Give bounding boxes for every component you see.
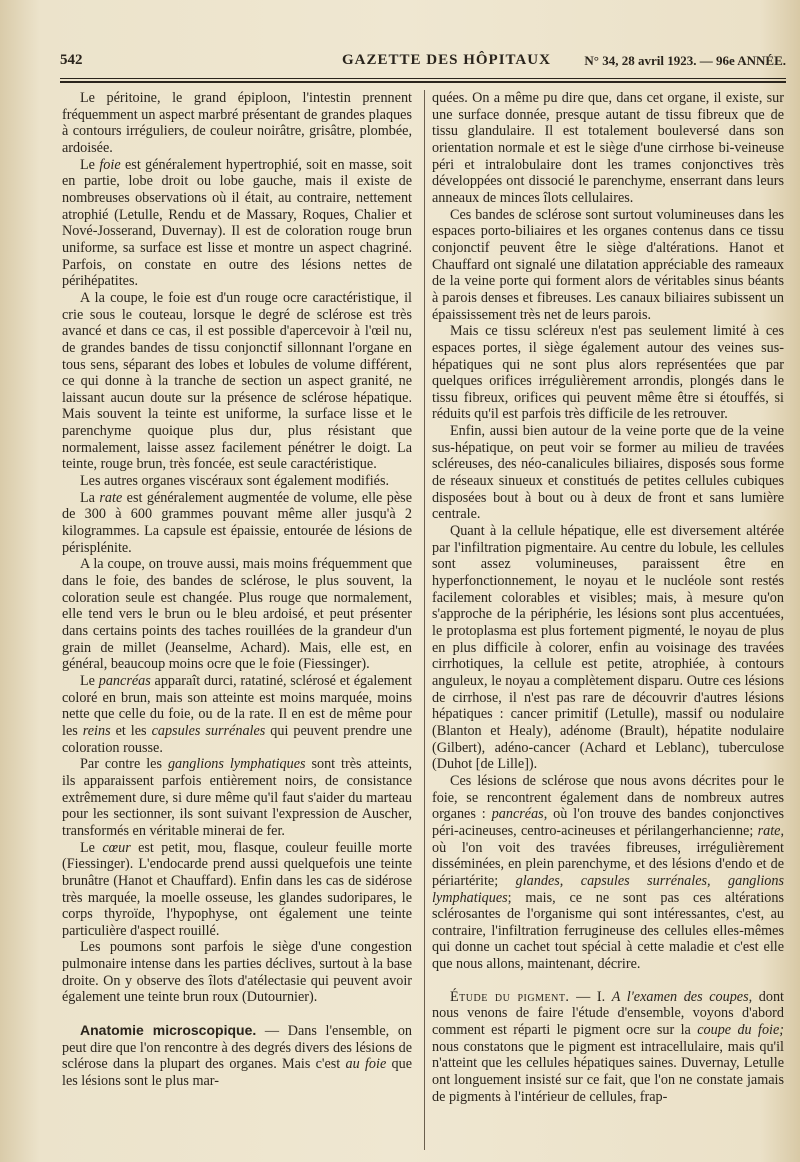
paragraph: A la coupe, on trouve aussi, mais moins fréquemment que dans le foie, des bandes de sclérose, le plus souvent, la coloration seule est changée. Plus rouge que normalement, elle tend vers le brun ou le bleu ardoisé, et peut présenter dans certains points des taches rouillées de la grandeur d'un grain de millet (Jeanselme, Achard). Mais, elle est, en général, beaucoup moins ocre que le foie (Fiessinger). — [62, 556, 412, 673]
paragraph: Ces bandes de sclérose sont surtout volumineuses dans les espaces porto-biliaires et les organes contenus dans ce tissu conjonctif peuvent être le siège d'altérations. Hanot et Chauffard ont signalé une dilatation appréciable des rameaux de la veine porte qui forment alors de véritables sinus béants à parois denses et fibreuses. Les canaux biliaires subissent un épaississement très net de leurs parois. — [432, 206, 784, 323]
section-heading: Anatomie microscopique. — [80, 1022, 257, 1039]
paragraph: Ces lésions de sclérose que nous avons décrites pour le foie, se rencontrent également dans de nombreux autres organes : pancréas, où l'on trouve des bandes conjonctives péri-acineuses, centro-acineuses et périlangerhancienne; rate, où l'on voit des travées fibreuses, irrégulièrement disséminées, en plein parenchyme, et des lésions d'endo et de périartérite; glandes, capsules surrénales, ganglions lymphatiques; mais, ce ne sont pas ces altérations sclérosantes de l'organisme qui sont intéressantes, c'est, au contraire, l'infiltration ferrugineuse des cellules elles-mêmes qui donne un cachet tout spécial à cette maladie et c'est elle que nous allons, maintenant, décrire. — [432, 772, 784, 973]
right-column — [432, 90, 784, 1150]
paragraph: Étude du pigment. — I. A l'examen des coupes, dont nous venons de faire l'étude d'ensemble, voyons d'abord comment est réparti le pigment ocre sur la coupe du foie; nous constatons que le pigment est intracellulaire, mais qu'il n'atteint que les cellules hépatiques saines. Duvernay, Letulle ont longuement insisté sur ce fait, que l'on ne constate jamais de pigments à l'intérieur de cellules, frap- — [432, 988, 784, 1105]
header-rule-thick — [60, 81, 786, 83]
organ-term: cœur — [102, 839, 131, 856]
column-divider — [424, 90, 425, 1150]
paragraph: Anatomie microscopique. — Dans l'ensemble, on peut dire que l'on rencontre à des degrés divers des lésions de sclérose dans la plupart des organes. Mais c'est au foie que les lésions sont le plus mar- — [62, 1022, 412, 1090]
issue-info: N° 34, 28 avril 1923. — 96e ANNÉE. — [584, 53, 786, 68]
paragraph: Le cœur est petit, mou, flasque, couleur feuille morte (Fiessinger). L'endocarde prend aussi quelquefois une teinte brunâtre (Hanot et Chauffard). Enfin dans les cas de sidérose très marquée, la moelle osseuse, les glandes sudoripares, le corps thyroïde, l'hypophyse, ont également une teinte particulière d'aspect rouillé. — [62, 839, 412, 939]
header-rule — [60, 78, 786, 79]
paragraph: Mais ce tissu scléreux n'est pas seulement limité à ces espaces portes, il siège également autour des veines sus-hépatiques qui ne sont plus alors représentées que par quelques orifices irrégulièrement arrondis, plongés dans le tissu fibreux, orifices qui peuvent même être si étouffés, si réduits qu'il est parfois très difficile de les retrouver. — [432, 323, 784, 423]
organ-term: foie — [99, 156, 121, 173]
paragraph: Enfin, aussi bien autour de la veine porte que de la veine sus-hépatique, on peut voir se former au milieu de travées scléreuses, des néo-canalicules biliaires, disposés sous forme de réseaux sinueux et constitués de petites cellules cubiques disposées bout à bout ou à deux de front et sans lumière centrale. — [432, 423, 784, 523]
paragraph: Quant à la cellule hépatique, elle est diversement altérée par l'infiltration pigmentaire. Au centre du lobule, les cellules sont assez volumineuses, paraissent être en hyperfonctionnement, le noyau et le nucléole sont restés facilement colorables et visibles; mais, à mesure qu'on s'approche de la périphérie, les lésions sont plus accentuées, le protoplasma est plus fortement pigmenté, le noyau de plus en plus difficile à colorer, enfin au voisinage des travées cirrhotiques, la cellule est petite, atrophiée, à contours anguleux, le noyau a complètement disparu. Outre ces lésions de cirrhose, il n'est pas rare de découvrir d'autres lésions hépatiques : cancer primitif (Letulle), massif ou nodulaire (Blanton et Healy), adénome (Brault), hépatite nodulaire (Gilbert), adéno-cancer (Achard et Leblanc), tuberculose (Duhot [de Lille]). — [432, 523, 784, 773]
organ-term: ganglions lymphatiques — [167, 756, 306, 773]
paragraph: Le péritoine, le grand épiploon, l'intestin prennent fréquemment un aspect marbré présentant de grandes plaques à contours irréguliers, de couleur noirâtre, grisâtre, plombée, ardoisée. — [62, 90, 412, 156]
journal-title: GAZETTE DES HÔPITAUX — [342, 52, 551, 68]
paragraph: Le foie est généralement hypertrophié, soit en masse, soit en partie, lobe droit ou lobe gauche, mais il existe de nombreuses observations où il était, au contraire, nettement atrophié (Letulle, Rendu et de Massary, Roques, Chalier et Nové-Josserand, Duvernay). Il est de coloration rouge brun uniforme, sa surface est lisse et montre un aspect chagriné. Parfois, on constate en outre des lésions nettes de périhépatites. — [62, 156, 412, 290]
paragraph: Les autres organes viscéraux sont également modifiés. — [80, 473, 390, 490]
left-column — [62, 90, 412, 1150]
organ-term: pancréas — [98, 672, 151, 689]
paragraph: quées. On a même pu dire que, dans cet organe, il existe, sur une surface donnée, presque autant de tissu fibreux que de tissu glandulaire. Il est totalement bouleversé dans son orientation normale et est le siège d'une cirrhose bi-veineuse péri et intralobulaire dont les trames conjonctives très développées ont dissocié le parenchyme, enserrant dans leurs anneaux de minces îlots cellulaires. — [432, 90, 784, 206]
paragraph: A la coupe, le foie est d'un rouge ocre caractéristique, il crie sous le couteau, lorsque le degré de sclérose est très avancé et dans ce cas, il est possible d'apercevoir à l'œil nu, de grandes bandes de tissu conjonctif sillonnant l'organe en tous sens, séparant des lobes et lobules de volume différent, ce qui donne à la tranche de section un aspect granité, ne laissant aucun doute sur la présence de sclérose hépatique. Mais souvent la teinte est uniforme, la surface lisse et le parenchyme quoique plus dur, plus résistant que normalement, laisse assez facilement pénétrer le doigt. La teinte, rouge brun, très foncée, est seule caractéristique. — [62, 289, 412, 473]
running-header — [60, 50, 786, 74]
paragraph: Les poumons sont parfois le siège d'une congestion pulmonaire intense dans les parties déclives, surtout à la base droite. On y observe des îlots d'atélectasie qui peuvent avoir également une teinte brun roux (Dutournier). — [62, 939, 412, 1006]
section-heading: Étude du pigment. — [450, 988, 570, 1005]
organ-term: rate — [99, 489, 123, 506]
paragraph: La rate est généralement augmentée de volume, elle pèse de 300 à 600 grammes pouvant même aller jusqu'à 2 kilogrammes. La capsule est épaissie, entourée de lésions de périsplénite. — [62, 489, 412, 556]
page-number: 542 — [60, 52, 83, 68]
paragraph: Le pancréas apparaît durci, ratatiné, sclérosé et également coloré en brun, mais son atteinte est moins marquée, moins nette que celle du foie, ou de la rate. Il en est de même pour les reins et les capsules surrénales qui peuvent prendre une coloration rousse. — [62, 672, 412, 756]
paragraph: Par contre les ganglions lymphatiques sont très atteints, ils apparaissent parfois entièrement noirs, de consistance extrêmement dure, si dure même qu'il faut s'aider du marteau pour les sectionner, ils sont suivant l'expression de Auscher, transformés en véritable minerai de fer. — [62, 756, 412, 839]
